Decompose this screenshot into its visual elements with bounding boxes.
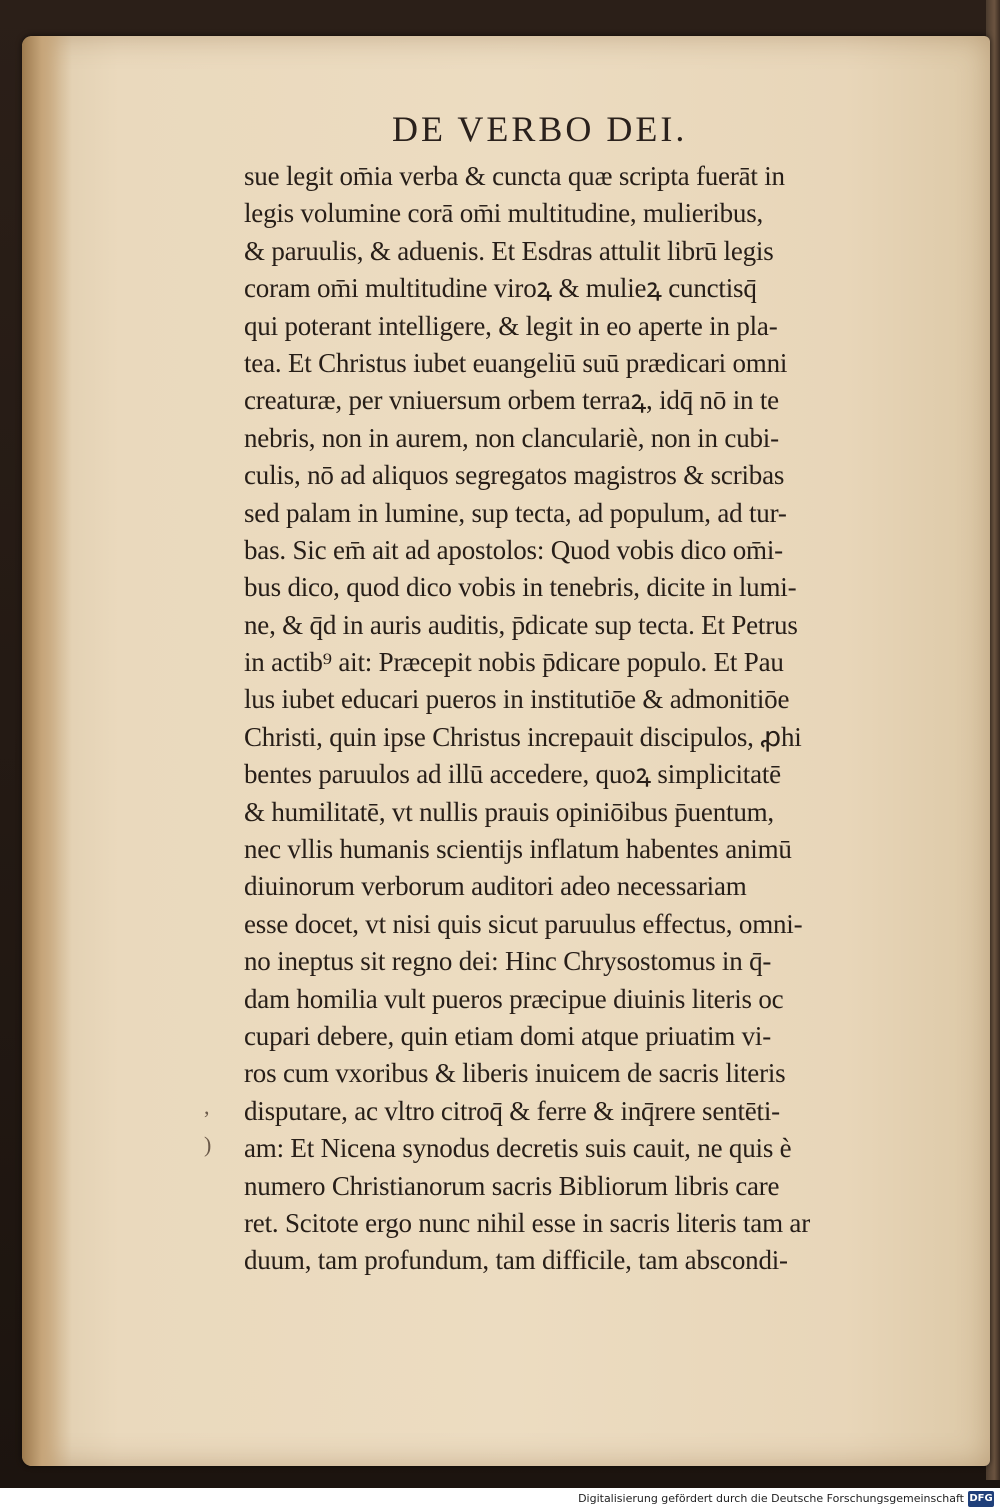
text-line: creaturæ, per vniuersum orbem terraꝝ, idq̄ nō in te [244,385,779,416]
text-line: numero Christianorum sacris Bibliorum libris care [244,1170,780,1201]
text-line: no ineptus sit regno dei: Hinc Chrysostomus in q̄- [244,946,772,977]
text-line: nebris, non in aurem, non clanculariè, non in cubi- [244,422,779,453]
text-line: ne, & q̄d in auris auditis, p̄dicate sup tecta. Et Petrus [244,609,798,640]
text-block [244,158,934,1280]
margin-mark: ) [204,1132,212,1157]
text-line: diuinorum verborum auditori adeo necessariam [244,871,747,902]
text-line: bus dico, quod dico vobis in tenebris, dicite in lumi- [244,572,797,603]
text-line: nec vllis humanis scientijs inflatum habentes animū [244,834,792,865]
text-line: esse docet, vt nisi quis sicut paruulus effectus, omni- [244,908,803,939]
dfg-logo: DFG [968,1491,994,1507]
page-gutter [22,36,72,1466]
text-line: culis, nō ad aliquos segregatos magistros & scribas [244,460,785,491]
running-head: DE VERBO DEI. [392,109,688,149]
text-line: qui poterant intelligere, & legit in eo aperte in pla- [244,310,778,341]
text-line: & humilitatē, vt nullis prauis opiniōibus p̄uentum, [244,796,774,827]
text-line: cupari debere, quin etiam domi atque priuatim vi- [244,1020,772,1051]
text-line: duum, tam profundum, tam difficile, tam abscondi- [244,1245,788,1276]
text-line: sue legit om̄ia verba & cuncta quæ scripta fuerāt in [244,161,785,191]
text-line: tea. Et Christus iubet euangeliū suū prædicari omni [244,347,788,378]
text-line: & paruulis, & aduenis. Et Esdras attulit librū legis [244,235,774,266]
text-line: in actib⁹ ait: Præcepit nobis p̄dicare populo. Et Pau [244,647,784,678]
text-line: am: Et Nicena synodus decretis suis cauit, ne quis è [244,1133,792,1164]
text-line: Christi, quin ipse Christus increpauit discipulos, ꝓhi [244,721,802,752]
digitization-credit: Digitalisierung gefördert durch die Deutsche Forschungsgemeinschaft [578,1492,964,1505]
margin-mark: , [204,1094,210,1119]
text-line: legis volumine corā om̄i multitudine, mulieribus, [244,198,764,229]
text-line: sed palam in lumine, sup tecta, ad populum, ad tur- [244,497,787,528]
text-line: ret. Scitote ergo nunc nihil esse in sacris literis tam ar [244,1207,810,1238]
text-line: bentes paruulos ad illū accedere, quoꝝ simplicitatē [244,759,781,790]
text-line: lus iubet educari pueros in institutiōe & admonitiōe [244,684,790,715]
text-line: coram om̄i multitudine viroꝝ & mulieꝝ cunctisq̄ [244,273,757,304]
text-line: bas. Sic em̄ ait ad apostolos: Quod vobis dico om̄i- [244,534,783,565]
text-line: dam homilia vult pueros præcipue diuinis literis oc [244,983,784,1014]
text-line: disputare, ac vltro citroq̄ & ferre & inq̄rere sentēti- [244,1095,780,1126]
text-line: ros cum vxoribus & liberis inuicem de sacris literis [244,1058,786,1089]
